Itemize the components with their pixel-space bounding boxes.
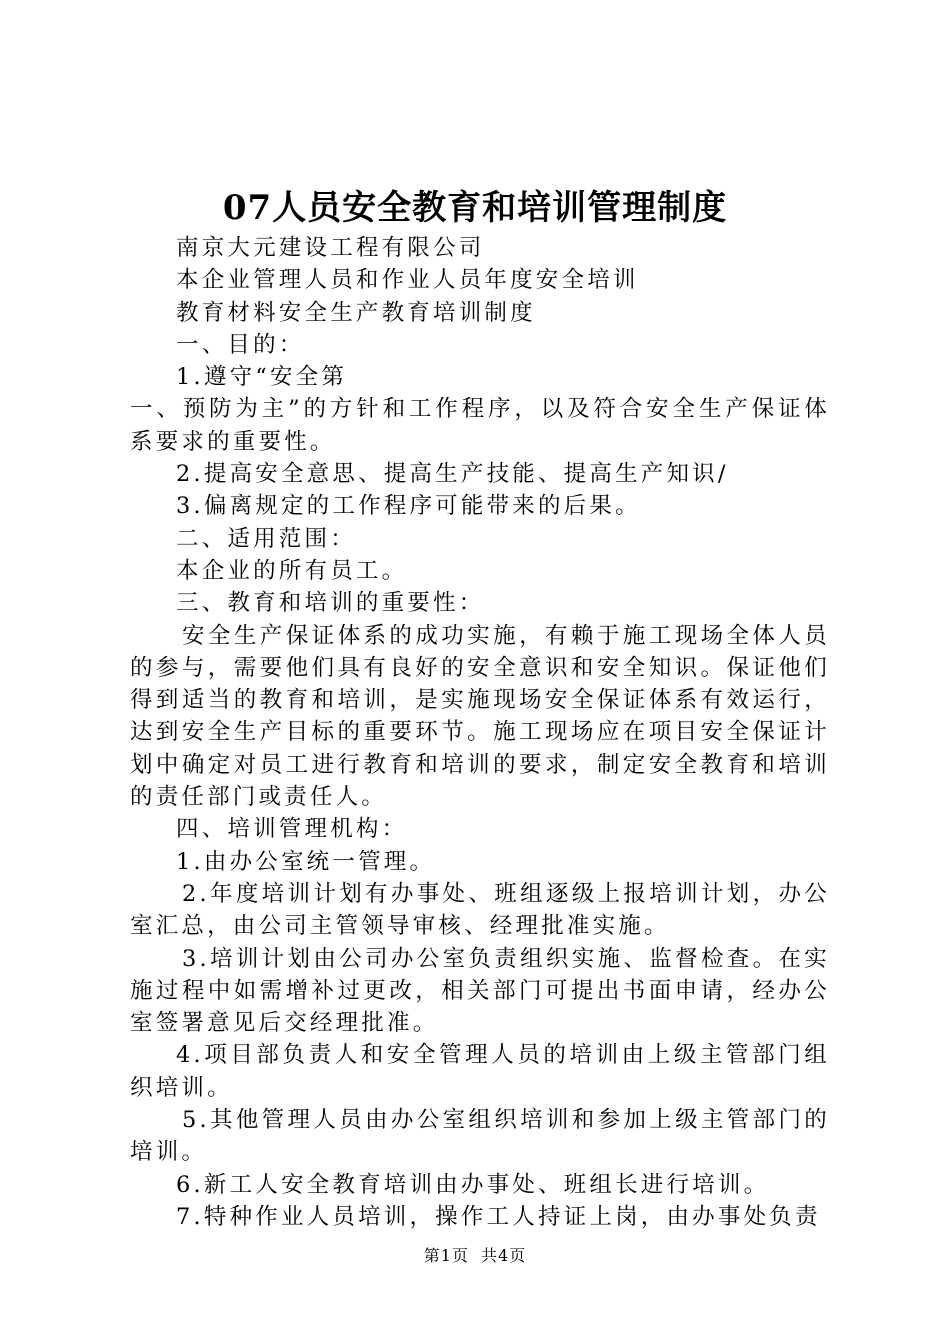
page-number: 第1页 xyxy=(423,1246,469,1265)
list-item: 2.提高安全意思、提高生产技能、提高生产知识/ xyxy=(176,461,729,488)
list-item: 1.由办公室统一管理。 xyxy=(176,848,436,875)
company-name: 南京大元建设工程有限公司 xyxy=(176,235,485,261)
list-item: 6.新工人安全教育培训由办事处、班组长进行培训。 xyxy=(176,1171,770,1198)
paragraph: 教育材料安全生产教育培训制度 xyxy=(176,299,536,326)
page-total: 共4页 xyxy=(481,1246,527,1265)
list-item: 3.培训计划由公司办公室负责组织实施、监督检查。在实施过程中如需增补过更改，相关部门可提出书面申请，经办公室签署意见后交经理批准。 xyxy=(130,945,830,1037)
list-item: 1.遵守“安全第 xyxy=(176,364,348,391)
list-item: 3.偏离规定的工作程序可能带来的后果。 xyxy=(176,493,641,520)
paragraph: 一、预防为主”的方针和工作程序，以及符合安全生产保证体系要求的重要性。 xyxy=(130,396,830,455)
section-heading: 一、目的： xyxy=(176,331,305,358)
section-heading: 四、培训管理机构： xyxy=(176,816,408,843)
list-item: 2.年度培训计划有办事处、班组逐级上报培训计划，办公室汇总，由公司主管领导审核、经理批准实施。 xyxy=(130,880,830,940)
document-body xyxy=(130,232,830,1233)
paragraph: 本企业管理人员和作业人员年度安全培训 xyxy=(176,267,639,294)
list-item: 4.项目部负责人和安全管理人员的培训由上级主管部门组织培训。 xyxy=(130,1042,830,1101)
list-item: 5.其他管理人员由办公室组织培训和参加上级主管部门的培训。 xyxy=(130,1107,830,1166)
document-title: 07人员安全教育和培训管理制度 xyxy=(222,188,728,228)
section-heading: 二、适用范围： xyxy=(176,525,356,552)
paragraph: 本企业的所有员工。 xyxy=(176,557,408,584)
list-item: 7.特种作业人员培训，操作工人持证上岗，由办事处负责 xyxy=(176,1203,821,1230)
section-heading: 三、教育和培训的重要性： xyxy=(176,590,485,617)
page-footer xyxy=(0,1243,950,1266)
paragraph: 安全生产保证体系的成功实施，有赖于施工现场全体人员的参与，需要他们具有良好的安全意识和安全知识。保证他们得到适当的教育和培训，是实施现场安全保证体系有效运行，达到安全生产目标的重要环节。施工现场应在项目安全保证计划中确定对员工进行教育和培训的要求，制定安全教育和培训的责任部门或责任人。 xyxy=(130,622,830,811)
